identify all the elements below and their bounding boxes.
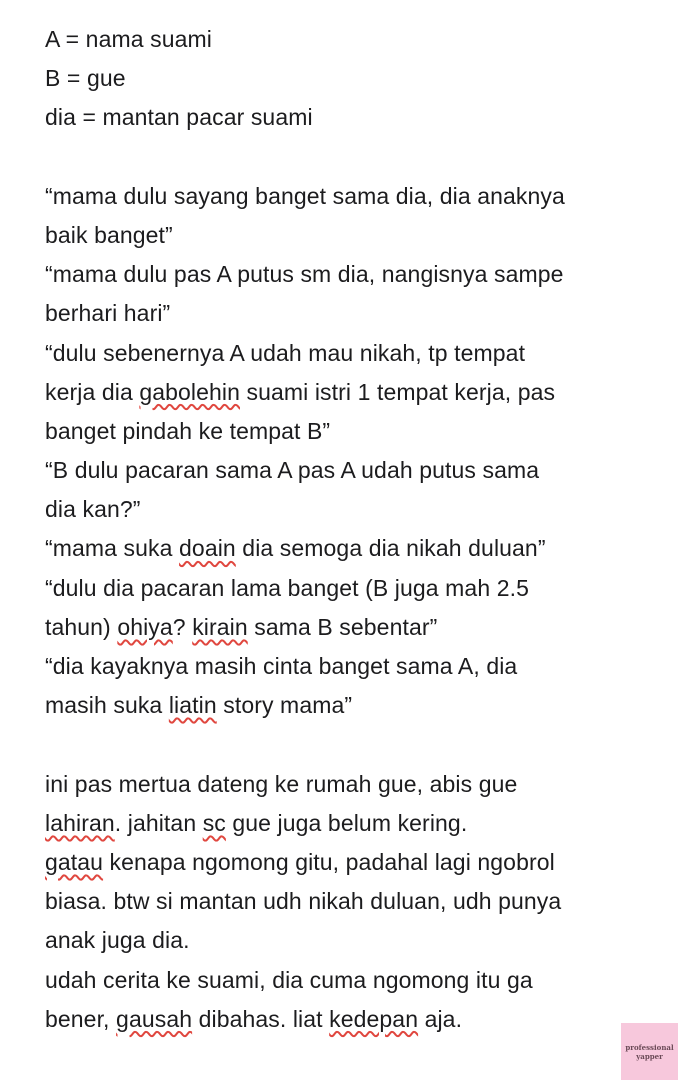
note-body (45, 20, 665, 1039)
note-line: tahun) ohiya? kirain sama B sebentar” (45, 613, 438, 640)
watermark-badge (621, 1023, 678, 1080)
note-line: “dulu dia pacaran lama banget (B juga mah 2.5 (45, 574, 529, 601)
misspelled-word[interactable]: liatin (168, 692, 217, 719)
note-line: “dia kayaknya masih cinta banget sama A, dia (45, 653, 518, 679)
note-line: dia = mantan pacar suami (45, 104, 313, 131)
watermark-text (625, 1043, 673, 1061)
note-line: “mama dulu sayang banget sama dia, dia anaknya (45, 182, 565, 209)
note-line: bener, gausah dibahas. liat kedepan aja. (45, 1005, 463, 1032)
note-line: berhari hari” (45, 300, 171, 327)
note-line: ini pas mertua dateng ke rumah gue, abis gue (45, 770, 518, 797)
note-line: dia kan?” (45, 496, 141, 523)
watermark-line-1: professional (625, 1042, 674, 1052)
note-line: masih suka liatin story mama” (45, 692, 353, 719)
note-line: “dulu sebenernya A udah mau nikah, tp tempat (45, 339, 526, 366)
blank-line (45, 725, 665, 764)
misspelled-word[interactable]: gabolehin (139, 378, 240, 405)
note-line: biasa. btw si mantan udh nikah duluan, udh punya (45, 888, 562, 915)
note-line: kerja dia gabolehin suami istri 1 tempat kerja, pas (45, 378, 556, 405)
misspelled-word[interactable]: gatau (45, 848, 104, 875)
note-line: anak juga dia. (45, 927, 190, 954)
misspelled-word[interactable]: gausah (116, 1005, 193, 1032)
misspelled-word[interactable]: kedepan (329, 1005, 419, 1032)
misspelled-word[interactable]: doain (179, 535, 236, 562)
misspelled-word[interactable]: lahiran (45, 809, 115, 836)
note-line: “mama dulu pas A putus sm dia, nangisnya sampe (45, 261, 564, 288)
note-line: udah cerita ke suami, dia cuma ngomong itu ga (45, 966, 533, 993)
note-line: “mama suka doain dia semoga dia nikah duluan” (45, 535, 546, 562)
note-line: B = gue (45, 65, 126, 92)
note-line: lahiran. jahitan sc gue juga belum kering. (45, 809, 468, 836)
note-line: “B dulu pacaran sama A pas A udah putus sama (45, 457, 540, 484)
blank-line (45, 138, 665, 177)
note-line: A = nama suami (45, 26, 212, 52)
misspelled-word[interactable]: sc (202, 809, 226, 836)
misspelled-word[interactable]: ohiya (117, 613, 173, 640)
note-line: gatau kenapa ngomong gitu, padahal lagi ngobrol (45, 848, 555, 875)
misspelled-word[interactable]: kirain (192, 613, 248, 640)
note-line: banget pindah ke tempat B” (45, 417, 331, 444)
watermark-line-2: yapper (636, 1051, 663, 1061)
note-line: baik banget” (45, 221, 173, 248)
